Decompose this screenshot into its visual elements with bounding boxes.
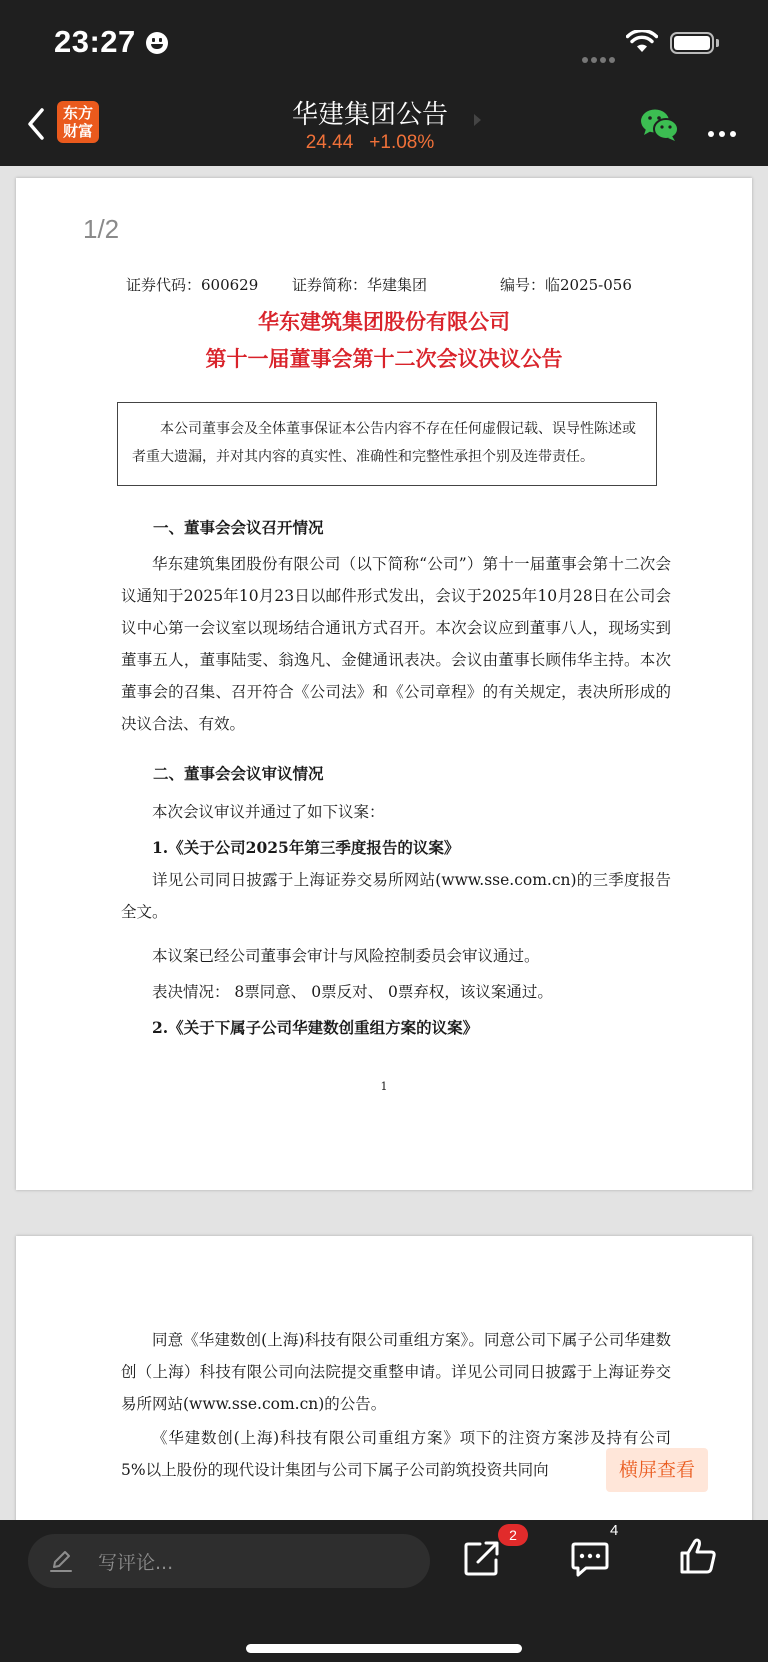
document-viewer[interactable] xyxy=(0,166,768,1520)
logo-line1: 东方 xyxy=(62,104,93,122)
home-indicator[interactable] xyxy=(246,1644,522,1653)
battery-icon xyxy=(670,32,714,54)
back-button[interactable] xyxy=(22,104,52,144)
section2-intro: 本次会议审议并通过了如下议案： xyxy=(152,803,385,821)
item1-vote: 表决情况： 8票同意、 0票反对、 0票弃权，该议案通过。 xyxy=(152,983,553,1001)
smiley-icon xyxy=(146,32,168,54)
wifi-icon xyxy=(626,30,658,54)
page-indicator: 1/2 xyxy=(83,214,120,244)
comment-icon[interactable] xyxy=(570,1540,610,1578)
stock-price: 24.44 xyxy=(305,132,354,153)
company-title: 华东建筑集团股份有限公司 xyxy=(258,309,510,334)
page-number: 1 xyxy=(380,1080,388,1093)
section1-body: 华东建筑集团股份有限公司（以下简称“公司”）第十一届董事会第十二次会议通知于2025年10月23日以邮件形式发出，会议于2025年10月28日在公司会议中心第一会议室以现场结合通讯方式召开。本次会议应到董事八人，现场实到董事五人，董事陆雯、翁逸凡、金健通讯表决。会议由董事长顾伟华主持。本次董事会的召集、召开符合《公司法》和《公司章程》的有关规定，表决所形成的决议合法、有效。 xyxy=(121,555,671,733)
page2-paragraph-1: 同意《华建数创(上海)科技有限公司重组方案》。同意公司下属子公司华建数创（上海）科技有限公司向法院提交重整申请。详见公司同日披露于上海证券交易所网站(www.sse.com.cn)的公告。 xyxy=(121,1331,671,1413)
nav-bar xyxy=(0,88,768,166)
logo-line2: 财富 xyxy=(62,122,93,140)
section1-heading: 一、董事会会议召开情况 xyxy=(153,518,324,537)
battery-cap xyxy=(716,39,719,47)
comment-placeholder: 写评论... xyxy=(98,1552,174,1574)
announcement-title: 第十一届董事会第十二次会议决议公告 xyxy=(205,346,563,371)
caret-right-icon xyxy=(474,114,481,126)
stock-quote xyxy=(180,132,560,154)
landscape-view-button[interactable]: 横屏查看 xyxy=(606,1448,708,1492)
page-title: 华建集团公告 xyxy=(291,100,448,130)
more-icon[interactable] xyxy=(708,122,741,141)
stock-change: +1.08% xyxy=(369,132,435,153)
comment-input[interactable] xyxy=(28,1534,430,1588)
disclaimer-box: 本公司董事会及全体董事保证本公告内容不存在任何虚假记载、误导性陈述或者重大遗漏，并对其内容的真实性、准确性和完整性承担个别及连带责任。 xyxy=(117,402,657,486)
share-count-badge: 2 xyxy=(498,1524,528,1546)
comment-count: 4 xyxy=(610,1522,619,1539)
page2-paragraph-2: 《华建数创(上海)科技有限公司重组方案》项下的注资方案涉及持有公司 5%以上股份的现代设计集团与公司下属子公司韵筑投资共同向 xyxy=(121,1429,671,1479)
wechat-icon[interactable] xyxy=(640,108,680,142)
security-code: 证券代码：600629 xyxy=(126,276,259,294)
bottom-toolbar xyxy=(0,1520,768,1662)
cellular-signal-icon xyxy=(582,48,618,67)
section2-heading: 二、董事会会议审议情况 xyxy=(153,764,324,783)
thumbs-up-icon[interactable] xyxy=(678,1536,718,1576)
item1-body: 详见公司同日披露于上海证券交易所网站(www.sse.com.cn)的三季度报告全文。 xyxy=(121,871,671,921)
status-bar xyxy=(0,0,768,88)
item2-title: 2.《关于下属子公司华建数创重组方案的议案》 xyxy=(152,1018,479,1037)
status-time: 23:27 xyxy=(54,24,136,59)
security-short-name: 证券简称：华建集团 xyxy=(292,276,428,294)
item1-title: 1.《关于公司2025年第三季度报告的议案》 xyxy=(152,838,460,857)
share-icon[interactable] xyxy=(462,1538,502,1578)
pencil-icon xyxy=(48,1548,74,1574)
app-logo xyxy=(57,101,99,143)
announcement-number: 编号：临2025-056 xyxy=(500,276,632,294)
item1-review: 本议案已经公司董事会审计与风险控制委员会审议通过。 xyxy=(152,947,540,965)
document-page-1 xyxy=(16,178,752,1190)
